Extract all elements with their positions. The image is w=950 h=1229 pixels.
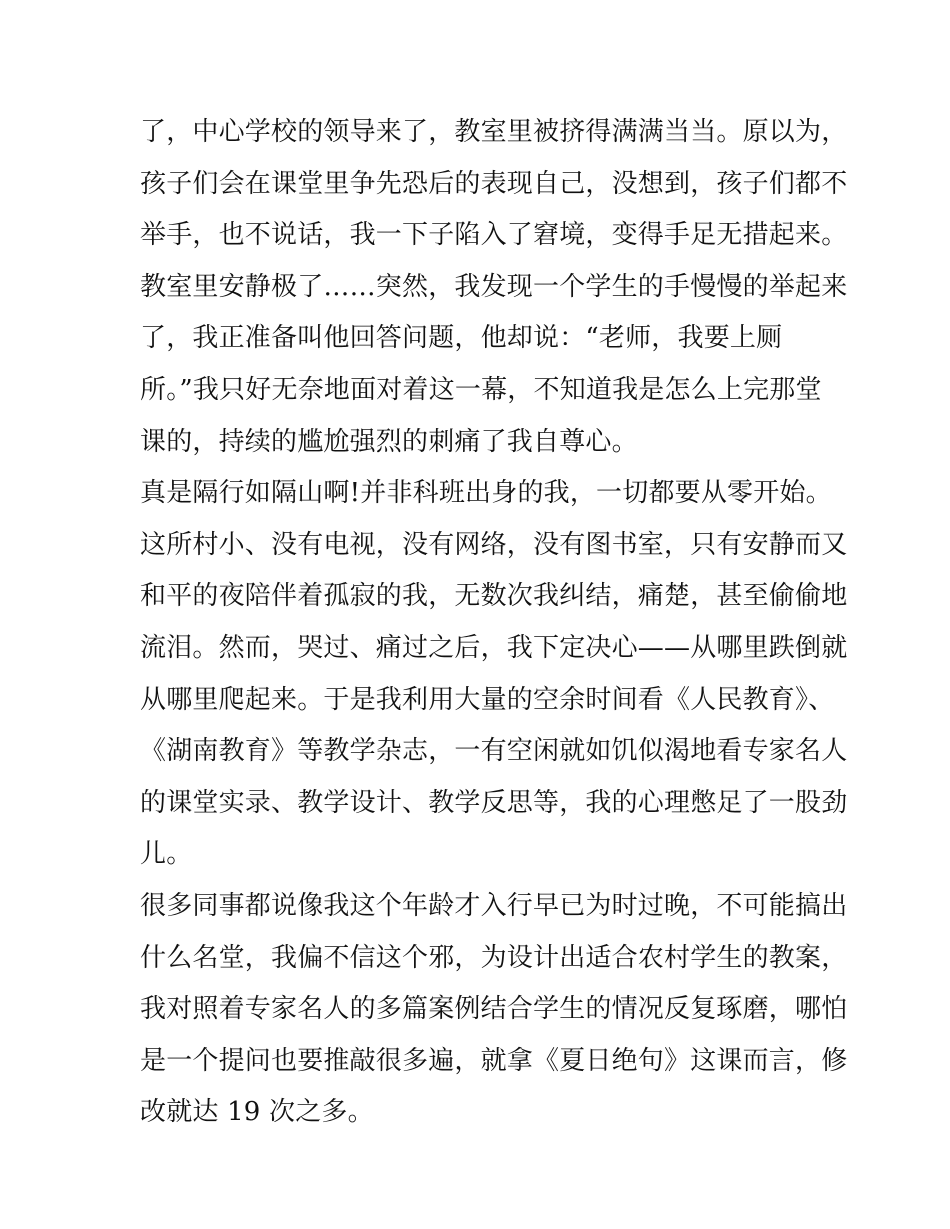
text-line: 真是隔行如隔山啊!并非科班出身的我，一切都要从零开始。: [140, 478, 832, 509]
text-line: 和平的夜陪伴着孤寂的我，无数次我纠结，痛楚，甚至偷偷地: [140, 581, 848, 612]
text-line: 《湖南教育》等教学杂志，一有空闲就如饥似渴地看专家名人: [140, 736, 848, 767]
text-line: 是一个提问也要推敲很多遍，就拿《夏日绝句》这课而言，修: [140, 1045, 848, 1076]
text-line: 了，中心学校的领导来了，教室里被挤得满满当当。原以为，: [140, 117, 848, 147]
text-line: 很多同事都说像我这个年龄才入行早已为时过晚，不可能搞出: [140, 890, 848, 921]
text-line: 的课堂实录、教学设计、教学反思等，我的心理憋足了一股劲: [140, 787, 848, 818]
text-line: 所。”我只好无奈地面对着这一幕，不知道我是怎么上完那堂: [140, 374, 822, 405]
text-line: 了，我正准备叫他回答问题，他却说：“老师，我要上厕: [140, 323, 783, 354]
text-line: 教室里安静极了……突然，我发现一个学生的手慢慢的举起来: [140, 271, 848, 302]
text-line: 举手，也不说话，我一下子陷入了窘境，变得手足无措起来。: [140, 220, 848, 251]
text-line: 流泪。然而，哭过、痛过之后，我下定决心——从哪里跌倒就: [140, 632, 848, 663]
text-line: 儿。: [140, 839, 193, 870]
text-line: 我对照着专家名人的多篇案例结合学生的情况反复琢磨，哪怕: [140, 994, 848, 1025]
document-body: [140, 107, 848, 1139]
text-line: 改就达 19 次之多。: [140, 1097, 374, 1128]
text-line: 这所村小、没有电视，没有网络，没有图书室，只有安静而又: [140, 529, 848, 560]
text-line: 孩子们会在课堂里争先恐后的表现自己，没想到，孩子们都不: [140, 168, 848, 199]
text-line: 从哪里爬起来。于是我利用大量的空余时间看《人民教育》、: [140, 684, 835, 715]
text-line: 什么名堂，我偏不信这个邪，为设计出适合农村学生的教案，: [140, 942, 848, 973]
text-line: 课的，持续的尴尬强烈的刺痛了我自尊心。: [140, 426, 638, 457]
